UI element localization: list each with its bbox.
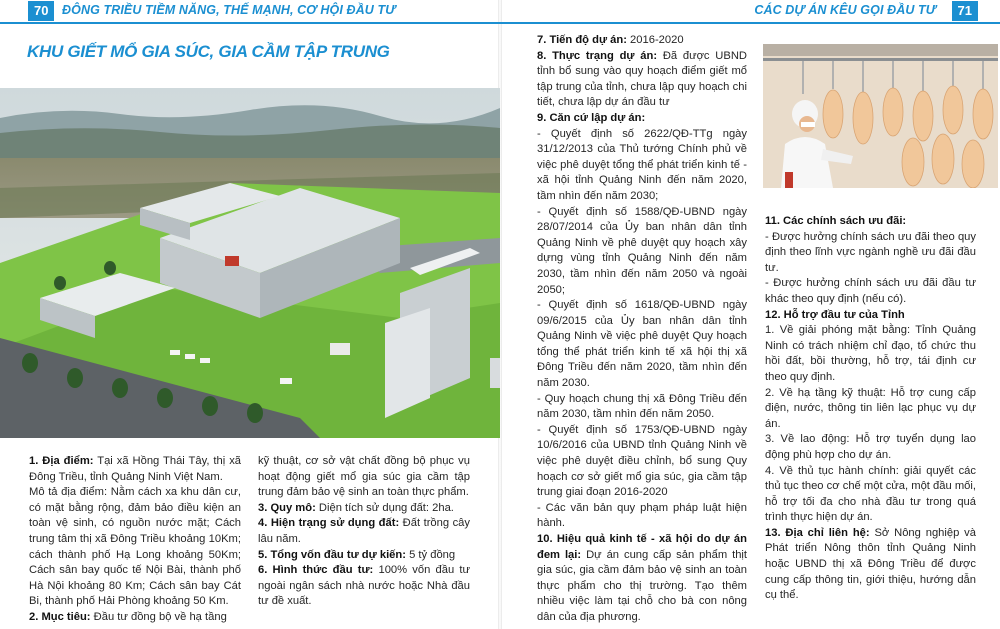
section-13-label: 13. Địa chỉ liên hệ: — [765, 526, 870, 539]
section-4-label: 4. Hiện trạng sử dụng đất: — [258, 517, 400, 530]
section-6-investment-form — [258, 563, 470, 610]
section-1-text: Tại xã Hồng Thái Tây, thị xã Đông Triều, tỉnh Quảng Ninh Việt Nam. — [29, 455, 242, 483]
running-title-right: CÁC DỰ ÁN KÊU GỌI ĐẦU TƯ — [754, 3, 936, 17]
text-column-2 — [258, 454, 470, 610]
section-12-label: 12. Hỗ trợ đầu tư của Tỉnh — [765, 308, 905, 321]
section-7-text: 2016-2020 — [626, 34, 684, 46]
section-2-text: Đầu tư đồng bộ về hạ tầng — [90, 610, 227, 623]
section-13-text: Sở Nông nghiệp và Phát triển Nông thôn tỉnh Quảng Ninh hoặc UBND thị xã Đông Triều để được cung cấp thông tin, giới thiệu, hướng dẫn cụ thể. — [765, 526, 976, 602]
project-title: KHU GIẾT MỔ GIA SÚC, GIA CẦM TẬP TRUNG — [27, 42, 390, 61]
facility-rendering-image — [0, 88, 500, 438]
section-11-item: - Được hưởng chính sách ưu đãi đầu tư khác theo quy định (nếu có). — [765, 277, 976, 305]
section-9-item: - Các văn bản quy phạm pháp luật hiện hành. — [537, 501, 747, 530]
page-number-right: 71 — [952, 1, 978, 21]
section-12-item: 2. Về hạ tầng kỹ thuật: Hỗ trợ cung cấp điện, nước, thông tin liên lạc phục vụ dự án. — [765, 386, 976, 430]
section-9-item: - Quyết định số 1618/QĐ-UBND ngày 09/6/2015 của Ủy ban nhân dân tỉnh Quảng Ninh về việc phê duyệt Quy hoạch tổng thể phát triển kinh tế xã hội thị xã Đông Triều đến năm 2020, tầm nhìn đến năm 2030. — [537, 299, 747, 390]
section-12-item: 1. Về giải phóng mặt bằng: Tỉnh Quảng Ninh có trách nhiệm chỉ đạo, tổ chức thu hồi đất, bồi thường, hỗ trợ, tái định cư theo quy định. — [765, 324, 976, 383]
poultry-processing-photo — [763, 44, 998, 188]
section-1-location — [29, 454, 241, 485]
section-9-item: - Quy hoạch chung thị xã Đông Triều đến năm 2030, tầm nhìn đến năm 2050. — [537, 392, 747, 421]
section-10-text: Dự án cung cấp sản phẩm thịt gia súc, gia cầm đảm bảo vệ sinh an toàn thực phẩm cho thị trường. Tạo thêm nhiều việc làm tại chỗ cho bà con nông dân của địa phương. — [537, 548, 748, 623]
section-8-label: 8. Thực trạng dự án: — [537, 49, 658, 62]
section-8-text: Đã được UBND tỉnh bổ sung vào quy hoạch điểm giết mổ tập trung của tỉnh, chưa lập quy hoạch chi tiết, chưa lập dự án đầu tư — [537, 49, 747, 109]
section-3-label: 3. Quy mô: — [258, 501, 316, 514]
section-1-label: 1. Địa điểm: — [29, 455, 94, 467]
section-2-label: 2. Mục tiêu: — [29, 610, 91, 623]
section-9-item: - Quyết định số 2622/QĐ-TTg ngày 31/12/2013 của Thủ tướng Chính phủ về việc phê duyệt tổng thể phát triển kinh tế - xã hội tỉnh Quảng Ninh đến năm 2020, tầm nhìn đến năm 2030; — [537, 127, 747, 202]
section-5-capital — [258, 548, 470, 564]
section-10-effectiveness — [537, 532, 747, 626]
running-header-left — [0, 0, 500, 24]
section-9-item: - Quyết định số 1588/QĐ-UBND ngày 28/07/2014 của Ủy ban nhân dân tỉnh Quảng Ninh về phê duyệt quy hoạch xây dựng vùng tỉnh Quảng Ninh đến năm 2030, tầm nhìn đến năm 2050 và ngoài 2050; — [537, 205, 747, 296]
section-13-contact — [765, 526, 976, 604]
page-number-left: 70 — [28, 1, 54, 21]
section-1-description: Mô tả địa điểm: Nằm cách xa khu dân cư, có mặt bằng rộng, đảm bảo điều kiện an toàn vệ sinh, có nguồn nước mặt; Cách trung tâm thị xã Đông Triều khoảng 10Km; cách thành phố Hạ Long khoảng 50Km; Cách sân bay quốc tế Nội Bài, thành phố Hà Nội khoảng 80 Km; Cách sân bay Cát Bi, thành phố Hải Phòng khoảng 50 Km. — [29, 486, 241, 608]
section-9-label: 9. Căn cứ lập dự án: — [537, 111, 646, 124]
section-4-text: Đất trồng cây lâu năm. — [258, 517, 470, 545]
section-10-label: 10. Hiệu quả kinh tế - xã hội do dự án đem lại: — [537, 533, 747, 561]
section-2-continued: kỹ thuật, cơ sở vật chất đồng bộ phục vụ hoạt động giết mổ gia súc gia cầm tập trung đảm bảo vệ sinh an toàn thực phẩm. — [258, 455, 470, 499]
section-9-item: - Quyết định số 1753/QĐ-UBND ngày 10/6/2016 của UBND tỉnh Quảng Ninh về việc phê duyệt điều chỉnh, bổ sung Quy hoạch cơ sở giết mổ gia súc, gia cầm tập trung giai đoạn 2016-2020 — [537, 423, 747, 499]
section-11-label: 11. Các chính sách ưu đãi: — [765, 215, 907, 227]
running-title-left: ĐÔNG TRIỀU TIỀM NĂNG, THẾ MẠNH, CƠ HỘI ĐẦU TƯ — [62, 3, 396, 17]
section-5-label: 5. Tổng vốn đầu tư dự kiến: — [258, 548, 406, 561]
poultry-processing-image — [763, 44, 998, 188]
section-2-objective — [29, 610, 241, 626]
text-column-4 — [765, 214, 976, 604]
running-header-right — [500, 0, 1000, 24]
section-6-text: 100% vốn đầu tư ngoài ngân sách nhà nước hoặc Nhà đầu tư đề xuất. — [258, 564, 470, 608]
text-column-1 — [29, 454, 241, 626]
text-column-3 — [537, 33, 747, 626]
facility-rendering — [0, 88, 500, 438]
section-4-land-status — [258, 516, 470, 547]
section-3-scale — [258, 501, 470, 517]
section-7-label: 7. Tiến độ dự án: — [537, 34, 627, 46]
section-7-schedule — [537, 33, 747, 49]
section-11-item: - Được hưởng chính sách ưu đãi theo quy định theo lĩnh vực ngành nghề ưu đãi đầu tư. — [765, 230, 976, 274]
section-12-item: 3. Về lao động: Hỗ trợ tuyển dụng lao động phù hợp cho dự án. — [765, 433, 976, 461]
section-8-status — [537, 49, 747, 111]
section-3-text: Diện tích sử dụng đất: 2ha. — [315, 501, 454, 514]
section-5-text: 5 tỷ đồng — [405, 548, 456, 561]
section-12-item: 4. Về thủ tục hành chính: giải quyết các thủ tục theo cơ chế một cửa, một đầu mối, hỗ trợ tối đa cho nhà đầu tư trong quá trình thực hiện dự án. — [765, 464, 976, 524]
section-6-label: 6. Hình thức đầu tư: — [258, 564, 374, 577]
